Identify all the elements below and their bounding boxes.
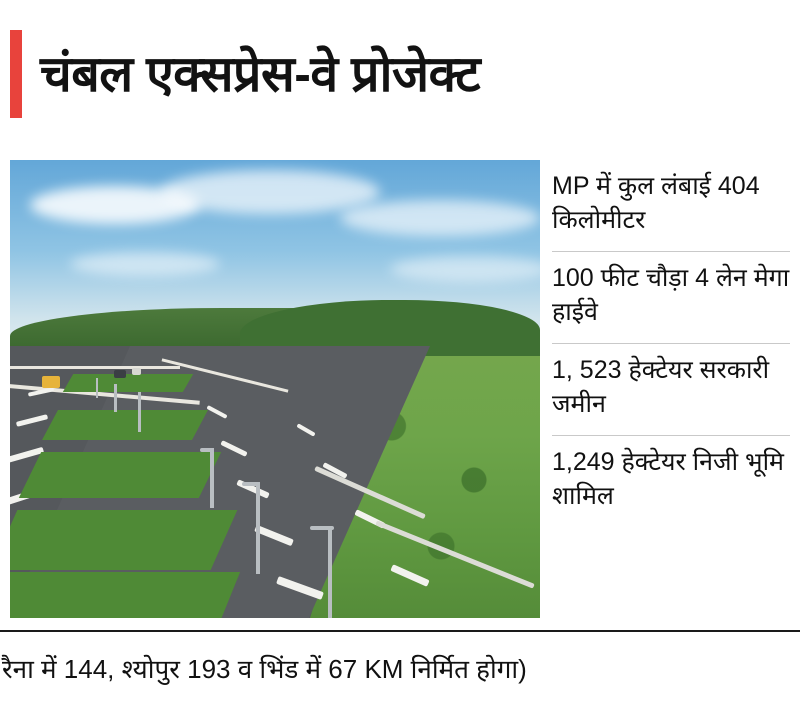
- fact-item: 1, 523 हेक्टेयर सरकारी जमीन: [552, 343, 790, 435]
- highway-photo: [10, 160, 540, 618]
- median-strip: [19, 452, 221, 498]
- vehicle: [42, 376, 60, 388]
- street-light-pole: [96, 378, 98, 398]
- median-strip: [63, 374, 193, 392]
- street-light-pole: [138, 392, 141, 432]
- median-strip: [42, 410, 208, 440]
- cloud: [340, 200, 540, 236]
- page-footer: [0, 630, 800, 704]
- median-strip: [10, 572, 240, 618]
- page-header: [0, 26, 800, 122]
- street-light-pole: [256, 482, 260, 574]
- street-light-pole: [114, 384, 117, 412]
- edge-line: [10, 366, 180, 369]
- content-area: [0, 160, 800, 630]
- cloud: [390, 256, 540, 282]
- cloud: [160, 170, 380, 214]
- cloud: [70, 252, 220, 276]
- street-light-arm: [310, 526, 334, 530]
- vehicle: [132, 368, 141, 375]
- footer-note: रैना में 144, श्योपुर 193 व भिंड में 67 KM निर्मित होगा): [2, 654, 527, 684]
- street-light-arm: [242, 482, 260, 486]
- page-title: चंबल एक्सप्रेस-वे प्रोजेक्ट: [40, 45, 481, 102]
- fact-item: 100 फीट चौड़ा 4 लेन मेगा हाईवे: [552, 251, 790, 343]
- street-light-pole: [328, 526, 332, 618]
- facts-list: [552, 160, 790, 527]
- street-light-pole: [210, 448, 214, 508]
- fact-item: MP में कुल लंबाई 404 किलोमीटर: [552, 172, 760, 234]
- fact-item: 1,249 हेक्टेयर निजी भूमि शामिल: [552, 435, 790, 527]
- vehicle: [114, 370, 126, 378]
- accent-bar: [10, 30, 22, 118]
- street-light-arm: [200, 448, 214, 452]
- median-strip: [10, 510, 237, 570]
